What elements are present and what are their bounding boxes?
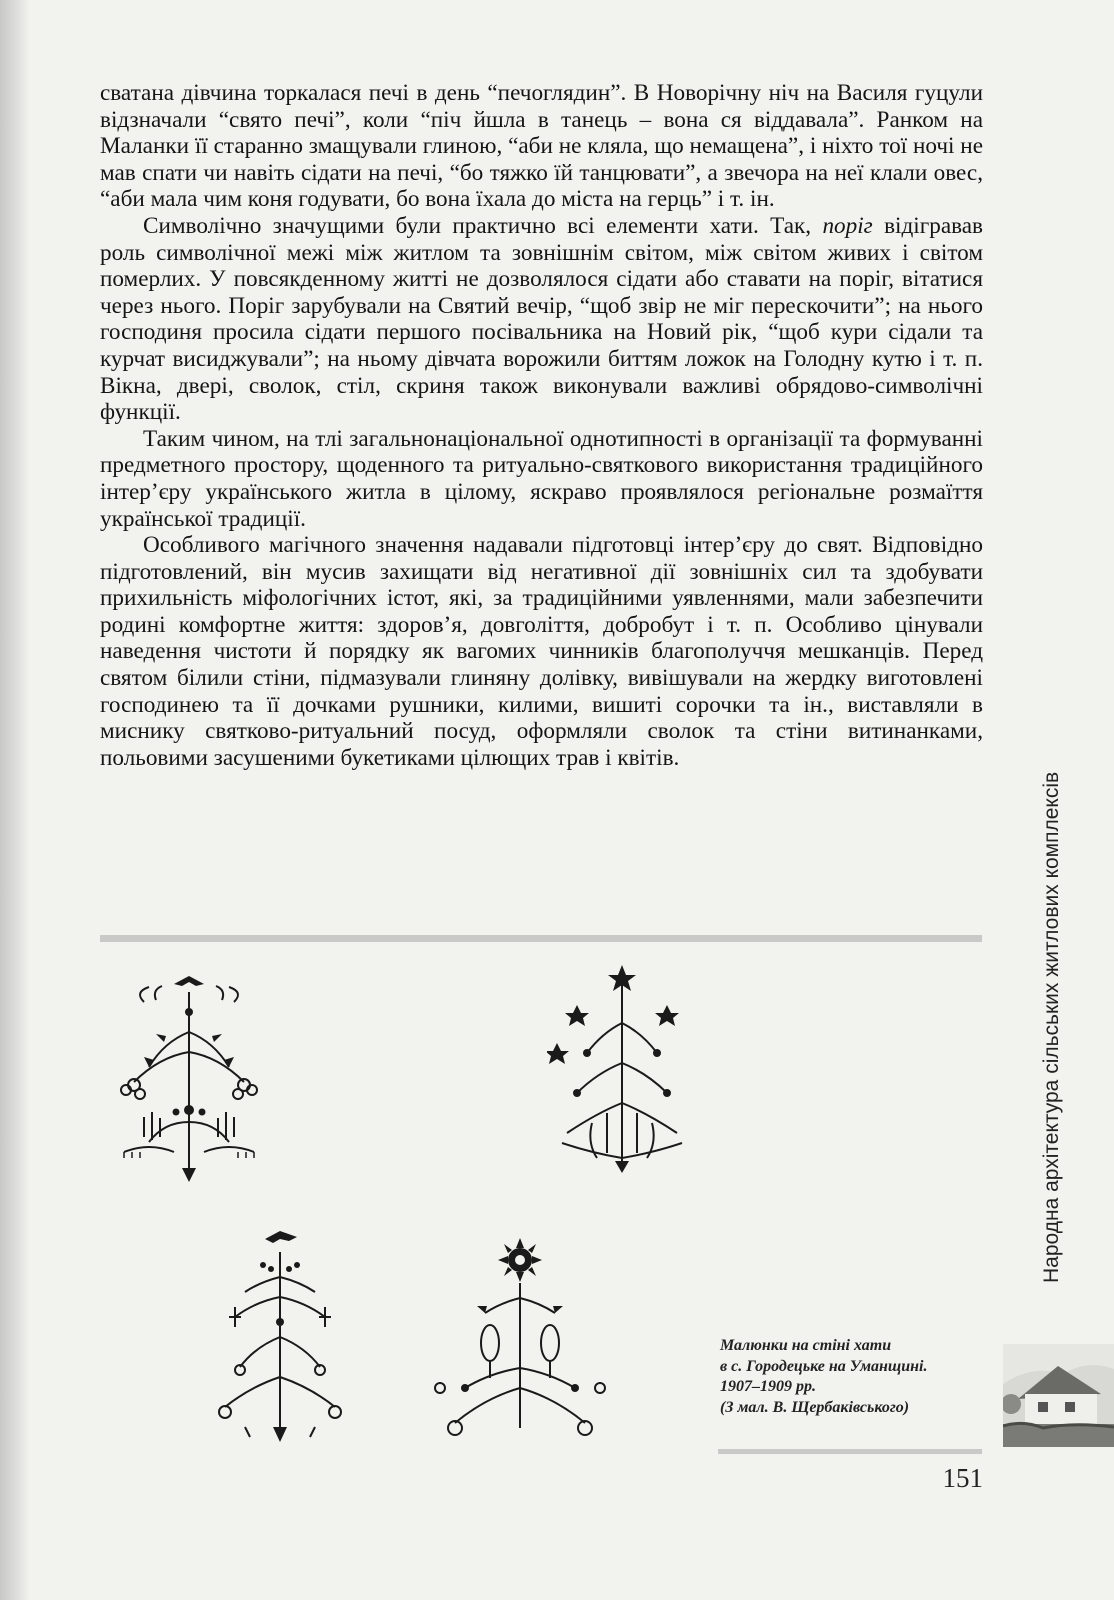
illustration-bottom-rule [718,1449,982,1454]
paragraph-3: Таким чином, на тлі загальнонаціональної однотипності в організації та формуванні предметного простору, щоденного та ритуально-святкового використання традиційного інтер’єру українського житла в цілому, яскраво проявлялося регіональне розмаїття української традиції. [100,425,983,532]
paragraph-2-part-2: відігравав роль символічної межі між житлом та зовнішнім світом, між світом живих і світом померлих. У повсякденному житті не дозволялося сідати або ставати на поріг, вітатися через нього. Поріг зарубували на Святий вечір, “щоб звір не міг перескочити”; на нього господиня просила сідати першого посівальника на Новий рік, “щоб кури сідали та курчат висиджували”; на ньому дівчата ворожили биттям ложок на Голодну кутю і т. п. Вікна, двері, сволок, стіл, скриня також виконували важливі обрядово-символічні функції. [100,212,983,426]
paragraph-2-part-1: Символічно значущими були практично всі елементи хати. Так, [143,212,823,239]
caption-line-2: в с. Городецьке на Уманщині. [720,1357,928,1375]
paragraph-1: сватана дівчина торкалася печі в день “печоглядин”. В Новорічну ніч на Василя гуцули відзначали “свято печі”, коли “піч йшла в танець – вона ся віддавала”. Ранком на Маланки її старанно змащували глиною, “аби не кляла, що немащена”, і ніхто тої ночі не мав спати чи навіть сідати на печі, “бо тяжко їй танцювати”, а звечора на неї клали овес, “аби мала чим коня годувати, бо вона їхала до міста на герць” і т. ін. [100,80,983,213]
wall-painting-tree-motif-icon [425,1238,615,1443]
illustration-top-rule [100,935,982,942]
running-head-vertical [1020,738,1063,1283]
house-thumbnail-icon [1003,1344,1114,1447]
figure-caption [720,1336,990,1418]
caption-line-1: Малюнки на стіні хати [720,1337,892,1354]
caption-line-3: 1907–1909 рр. [720,1378,816,1395]
paragraph-2 [100,213,983,426]
body-text [100,80,983,771]
wall-painting-tree-motif-icon [547,963,697,1183]
paragraph-2-italic-term: поріг [822,212,873,239]
wall-painting-tree-motif-icon [205,1227,355,1452]
paragraph-4: Особливого магічного значення надавали підготовці інтер’єру до свят. Відповідно підготовлений, він мусив захищати від негативної дії зовнішніх сил та здобувати прихильність міфологічних істот, які, за традиційними уявленнями, мали забезпечити родині комфортне життя: здоров’я, довголіття, добробут і т. п. Особливо цінували наведення чистоти й порядку як вагомих чинників благополуччя мешканців. Перед святом білили стіни, підмазували глиняну долівку, вивішували на жердку виготовлені господинею та її дочками рушники, килими, вишиті сорочки та ін., виставляли в миснику святково-ритуальний посуд, оформляли сволок та стіни витинанками, польовими засушеними букетиками цілющих трав і квітів. [100,532,983,771]
running-head-title: Народна архітектура сільських житлових комплексів [1040,771,1063,1283]
page-number: 151 [942,1463,983,1493]
caption-line-4: (З мал. В. Щербаківського) [720,1398,910,1416]
wall-painting-tree-motif-icon [104,972,274,1192]
page-gutter-shadow [0,0,30,1600]
